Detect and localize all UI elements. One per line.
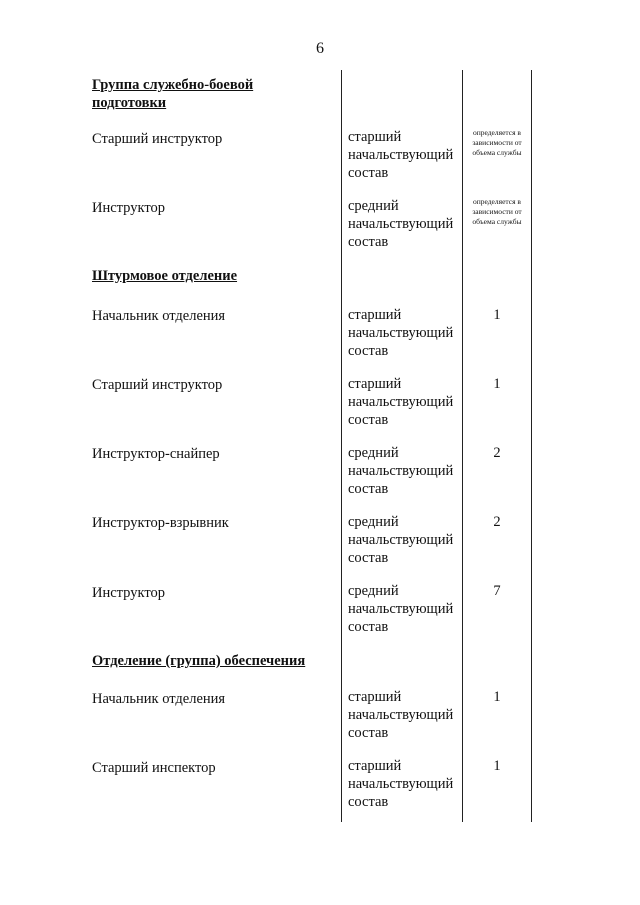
staff-category-line: начальствующий <box>348 532 454 548</box>
position-title: Начальник отделения <box>92 308 226 324</box>
position-title: Инструктор-взрывник <box>92 515 229 531</box>
page-number: 6 <box>316 40 324 57</box>
position-title: Начальник отделения <box>92 691 226 707</box>
position-title: Инструктор <box>92 585 165 601</box>
staff-category-line: состав <box>348 619 389 635</box>
staff-category <box>348 128 460 182</box>
staff-category <box>348 688 460 742</box>
staff-category-line: старший <box>348 758 402 774</box>
staff-count: 1 <box>493 758 501 774</box>
position-title: Старший инструктор <box>92 131 223 147</box>
staff-category-line: состав <box>348 412 389 428</box>
staff-category-line: начальствующий <box>348 216 454 232</box>
staff-category-line: старший <box>348 307 402 323</box>
column-divider-left <box>341 70 342 822</box>
column-divider-middle <box>462 70 463 822</box>
staff-category-line: состав <box>348 343 389 359</box>
staff-category-line: состав <box>348 165 389 181</box>
staff-count: 1 <box>493 376 501 392</box>
staff-category-line: начальствующий <box>348 147 454 163</box>
staff-count-note: определяется в зависимости от объема службы <box>472 128 522 157</box>
staff-category-line: средний <box>348 514 399 530</box>
staff-category <box>348 197 460 251</box>
staff-category <box>348 375 460 429</box>
staff-category-line: состав <box>348 550 389 566</box>
position-title: Инструктор-снайпер <box>92 446 220 462</box>
staff-category <box>348 513 460 567</box>
section-heading: Отделение (группа) обеспечения <box>92 653 306 669</box>
staff-category-line: средний <box>348 583 399 599</box>
staff-category-line: состав <box>348 794 389 810</box>
staff-category-line: начальствующий <box>348 394 454 410</box>
staff-category-line: состав <box>348 725 389 741</box>
staff-count: 1 <box>493 307 501 323</box>
staff-count: 2 <box>493 445 501 461</box>
staff-count: 1 <box>493 689 501 705</box>
staff-category-line: начальствующий <box>348 601 454 617</box>
staff-count: 7 <box>493 583 501 599</box>
staff-category <box>348 757 460 811</box>
staff-category-line: начальствующий <box>348 463 454 479</box>
position-title: Старший инструктор <box>92 377 223 393</box>
staff-category-line: состав <box>348 481 389 497</box>
staff-category <box>348 582 460 636</box>
staff-count-note: определяется в зависимости от объема службы <box>472 197 522 226</box>
position-title: Инструктор <box>92 200 165 216</box>
section-heading: Штурмовое отделение <box>92 268 238 284</box>
staff-category-line: средний <box>348 198 399 214</box>
staff-category-line: средний <box>348 445 399 461</box>
section-heading: Группа служебно-боевой подготовки <box>92 77 254 111</box>
staff-category-line: старший <box>348 129 402 145</box>
staff-category-line: начальствующий <box>348 776 454 792</box>
staff-category <box>348 444 460 498</box>
staff-category-line: начальствующий <box>348 707 454 723</box>
staff-category-line: начальствующий <box>348 325 454 341</box>
position-title: Старший инспектор <box>92 760 216 776</box>
staff-category <box>348 306 460 360</box>
staff-category-line: старший <box>348 376 402 392</box>
column-divider-right <box>531 70 532 822</box>
staff-category-line: старший <box>348 689 402 705</box>
staff-category-line: состав <box>348 234 389 250</box>
staff-count: 2 <box>493 514 501 530</box>
